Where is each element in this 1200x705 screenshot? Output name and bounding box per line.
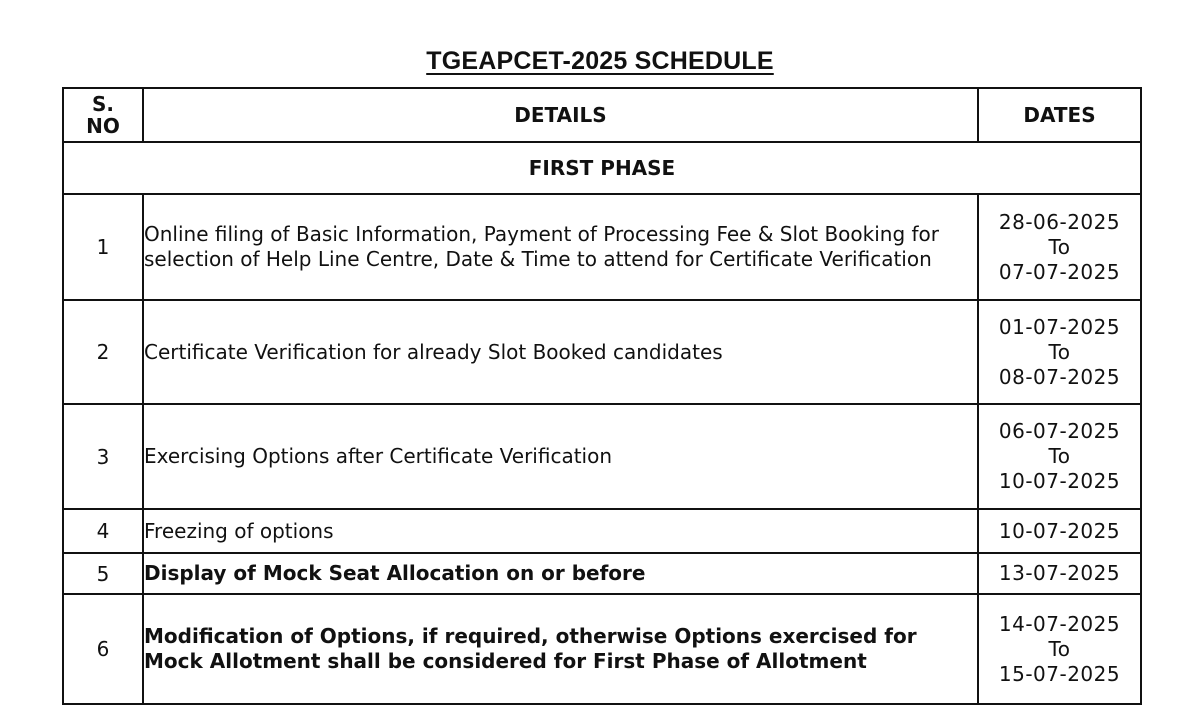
table-row	[63, 300, 1141, 404]
row-sno: 6	[63, 594, 143, 704]
document-title-text: TGEAPCET-2025 SCHEDULE	[426, 47, 774, 75]
table-row	[63, 194, 1141, 300]
header-dates: DATES	[978, 88, 1141, 142]
date-from: 10-07-2025	[998, 518, 1121, 543]
date-to: 15-07-2025	[998, 661, 1121, 686]
row-dates	[978, 300, 1141, 404]
date-to: 10-07-2025	[998, 469, 1121, 493]
row-dates	[978, 553, 1141, 594]
row-dates	[978, 194, 1141, 300]
header-details: DETAILS	[143, 88, 978, 142]
table-row	[63, 509, 1141, 553]
page-top-fragment	[530, 0, 556, 3]
table-header-row	[63, 88, 1141, 142]
row-sno: 5	[63, 553, 143, 594]
row-details: Exercising Options after Certificate Verification	[143, 404, 978, 509]
row-sno: 3	[63, 404, 143, 509]
row-sno: 4	[63, 509, 143, 553]
phase-label: FIRST PHASE	[63, 142, 1141, 194]
date-to: 08-07-2025	[998, 364, 1121, 389]
row-details: Freezing of options	[143, 509, 978, 553]
row-details: Modification of Options, if required, otherwise Options exercised for Mock Allotment shall be considered for First Phase of Allotment	[143, 594, 978, 704]
phase-row	[63, 142, 1141, 194]
row-sno: 1	[63, 194, 143, 300]
date-separator: To	[1048, 339, 1071, 364]
row-details: Display of Mock Seat Allocation on or before	[143, 553, 978, 594]
row-dates	[978, 509, 1141, 553]
row-dates	[978, 404, 1141, 509]
date-to: 07-07-2025	[998, 259, 1121, 284]
table-row	[63, 594, 1141, 704]
date-from: 13-07-2025	[998, 561, 1121, 585]
row-details: Online filing of Basic Information, Payment of Processing Fee & Slot Booking for selection of Help Line Centre, Date & Time to attend for Certificate Verification	[143, 194, 978, 300]
row-sno: 2	[63, 300, 143, 404]
document-title	[0, 47, 1200, 76]
row-details: Certificate Verification for already Slot Booked candidates	[143, 300, 978, 404]
date-separator: To	[1048, 636, 1071, 661]
date-from: 01-07-2025	[998, 314, 1121, 339]
table-row	[63, 404, 1141, 509]
date-separator: To	[1048, 234, 1071, 259]
date-from: 28-06-2025	[998, 209, 1121, 234]
date-separator: To	[1048, 444, 1071, 468]
date-from: 14-07-2025	[998, 611, 1121, 636]
header-sno: S. NO	[63, 88, 143, 142]
row-dates	[978, 594, 1141, 704]
schedule-table	[62, 87, 1142, 705]
table-row	[63, 553, 1141, 594]
date-from: 06-07-2025	[998, 419, 1121, 443]
